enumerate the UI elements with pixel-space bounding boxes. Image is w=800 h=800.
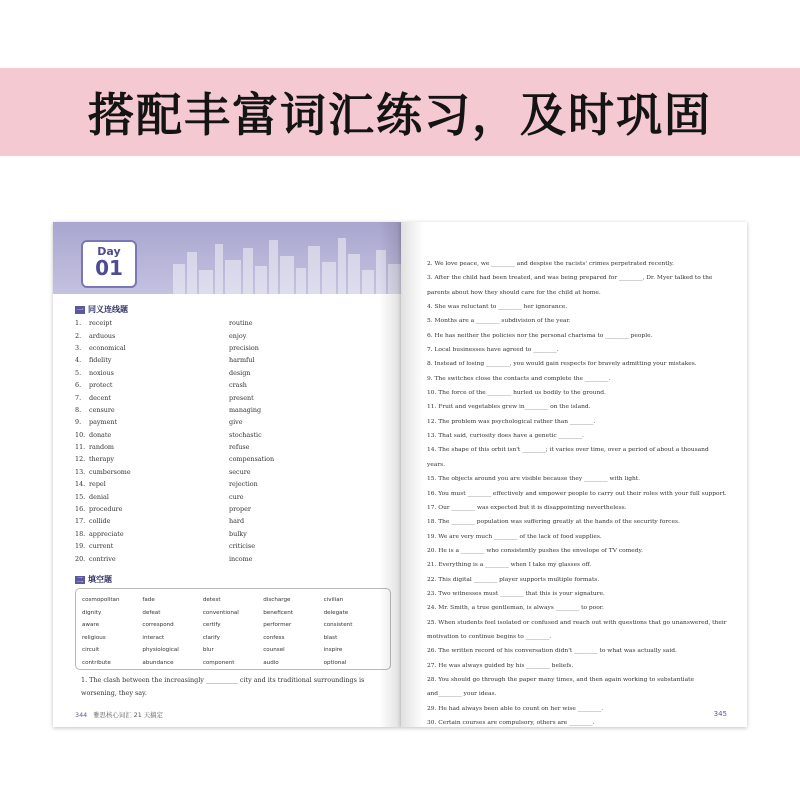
fill-blank-question: 12. The problem was psychological rather than ________. [427,418,596,425]
word-bank-row [82,657,384,670]
word-bank-word: optional [323,659,347,666]
word-bank-word: inspire [323,647,343,654]
fill-blank-question-list [427,257,727,727]
fill-blank-question: 5. Months are a ________ subdivision of the year. [427,318,571,325]
left-word: payment [89,418,118,427]
word-bank-row [82,607,384,620]
item-number: 20. [75,554,86,563]
word-bank-word: discharge [263,597,291,604]
word-bank-word: fade [142,597,155,604]
fill-blank-question: 28. You should go through the paper many times, and then again working to substantiate and________ your ideas. [427,676,694,698]
right-word: routine [229,319,253,328]
left-word: random [89,443,114,452]
word-bank-word: contribute [82,659,111,666]
fill-blank-question: 27. He was always guided by his ________ beliefs. [427,662,574,669]
gutter-shadow [379,222,401,727]
fill-blank-question: 8. Instead of losing ________, you would gain respects for bravely admitting your mistakes. [427,361,697,368]
word-bank-word: conventional [202,609,239,616]
word-bank-word: defeat [142,609,161,616]
left-word: economical [89,343,126,352]
right-word: enjoy [229,331,247,340]
right-word: bulky [229,529,247,538]
left-word: collide [89,517,111,526]
matching-row [75,354,395,366]
word-bank-row [82,644,384,657]
fill-blank-question: 6. He has neither the policies nor the personal charisma to ________ people. [427,332,653,339]
fill-blank-question: 16. You must ________ effectively and empower people to carry out their roles with your full support. [427,490,727,497]
word-bank-word: delegate [323,609,349,616]
word-bank-row [82,632,384,645]
word-bank-word: dignity [82,609,102,616]
book-title-footer: 雅思核心词汇 21 天搞定 [93,711,163,719]
word-bank-word: performer [263,622,292,629]
matching-row [75,441,395,453]
fill-blank-question: 25. When students feel isolated or confused and reach out with questions that go unanswered, their motivation to continue begins to ________. [427,619,727,640]
word-bank-word: consistent [323,622,353,629]
matching-row [75,329,395,341]
fill-blank-question: 20. He is a ________ who consistently pushes the envelope of TV comedy. [427,547,643,554]
word-bank-word: blur [202,647,214,654]
left-word: denial [89,492,109,501]
question-1: 1. The clash between the increasingly __________ city and its traditional surroundings is worsening, they say. [81,676,365,697]
day-label: Day [97,245,121,258]
right-word: design [229,368,251,377]
right-word: managing [229,405,262,414]
matching-row [75,466,395,478]
fill-blank-question: 23. Two witnesses must ________ that this is your signature. [427,590,605,597]
right-word: crash [229,381,247,390]
fill-blank-question: 14. The shape of this orbit isn't ________; it varies over time, over a period of about a thousand years. [427,447,709,468]
section-synonym-matching-heading [75,304,128,315]
item-number: 8. [75,405,82,414]
matching-row [75,540,395,552]
word-bank-box [75,588,391,670]
right-word: proper [229,505,251,514]
left-word: decent [89,393,111,402]
item-number: 17. [75,517,86,526]
matching-row [75,416,395,428]
day-number: 01 [95,256,123,280]
word-bank-word: certify [202,622,221,629]
item-number: 11. [75,443,86,452]
word-bank-word: beneficent [263,609,293,616]
promo-banner [0,68,800,156]
left-word: fidelity [89,356,112,365]
item-number: 9. [75,418,82,427]
matching-row [75,503,395,515]
item-number: 3. [75,343,82,352]
item-number: 14. [75,480,86,489]
page-number-left: 344 [75,711,88,719]
section-title: 填空题 [88,575,112,584]
fill-blank-question: 24. Mr. Smith, a true gentleman, is always ________ to poor. [427,605,604,612]
item-number: 18. [75,529,86,538]
fill-blank-question: 22. This digital ________ player supports multiple formats. [427,576,600,583]
item-number: 7. [75,393,82,402]
right-word: rejection [229,480,258,489]
left-word: censure [89,405,115,414]
left-page [53,222,401,727]
item-number: 5. [75,368,82,377]
matching-row [75,379,395,391]
word-bank-word: clarify [202,634,220,641]
matching-row [75,453,395,465]
fill-blank-question: 3. After the child had been treated, and was being prepared for ________, Dr. Myer talked to the parents about how they should care for the child at home. [427,275,713,296]
matching-row [75,515,395,527]
left-word: therapy [89,455,115,464]
fill-blank-question: 29. He had always been able to count on her wise ________. [427,705,604,712]
word-bank-word: correspond [142,622,174,629]
matching-row [75,490,395,502]
word-bank-word: interact [142,634,165,641]
left-word: current [89,542,114,551]
right-word: criticise [229,542,255,551]
fill-blank-question: 2. We love peace, we ________ and despise the racists' crimes perpetrated recently. [427,261,674,267]
section-marker: 一 [76,305,84,314]
item-number: 13. [75,467,86,476]
word-bank-row [82,594,384,607]
word-bank-word: detest [202,597,221,604]
word-bank-word: blast [323,634,338,641]
word-bank-row [82,619,384,632]
day-badge [81,240,137,288]
word-bank-word: abundance [142,659,174,666]
right-word: precision [229,343,259,352]
right-page [401,222,747,727]
left-page-footer [75,710,163,719]
word-bank-word: civilian [323,597,344,604]
matching-row [75,552,395,564]
item-number: 4. [75,356,82,365]
fill-blank-question: 10. The force of the ________ hurled us bodily to the ground. [427,390,606,397]
word-bank-word: cosmopolitan [82,597,120,604]
left-word: receipt [89,319,112,328]
left-word: procedure [89,505,123,514]
fill-blank-question: 17. Our ________ was expected but it is disappointing nevertheless. [427,504,627,511]
item-number: 19. [75,542,86,551]
word-bank-word: aware [82,622,100,629]
right-word: secure [229,467,251,476]
word-bank-word: physiological [142,647,179,654]
matching-row [75,342,395,354]
section-title: 同义连线题 [88,305,128,314]
word-bank-word: confess [263,634,285,641]
fill-blank-question: 13. That said, curiosity does have a genetic ________. [427,433,584,440]
open-book [53,222,747,727]
left-word: repel [89,480,106,489]
item-number: 16. [75,505,86,514]
matching-row [75,404,395,416]
item-number: 12. [75,455,86,464]
fill-blank-question: 11. Fruit and vegetables grew in________ on the island. [427,404,591,411]
fill-blank-question: 30. Certain courses are compulsory, others are ________. [427,720,595,726]
right-word: income [229,554,253,563]
right-word: harmful [229,356,255,365]
right-word: cure [229,492,244,501]
section-fill-blank-heading [75,574,112,585]
word-bank-word: component [202,659,235,666]
left-word: noxious [89,368,114,377]
fill-blank-question: 15. The objects around you are visible because they ________ with light. [427,476,641,483]
right-word: give [229,418,243,427]
matching-row [75,429,395,441]
word-bank-word: circuit [82,647,100,654]
right-word: present [229,393,254,402]
banner-title: 搭配丰富词汇练习，及时巩固 [88,88,712,142]
right-word: hard [229,517,245,526]
left-word: arduous [89,331,116,340]
city-skyline-illustration [173,234,401,294]
section-marker: 二 [76,575,84,584]
left-word: cumbersome [89,467,131,476]
fill-blank-question: 18. The ________ population was suffering greatly at the hands of the security forces. [427,519,680,526]
word-bank-word: audio [263,659,279,666]
gutter-shadow [401,222,423,727]
day-header-band [53,222,401,294]
matching-row [75,391,395,403]
right-word: compensation [229,455,275,464]
matching-row [75,528,395,540]
page-number-right: 345 [713,710,727,718]
matching-row [75,478,395,490]
fill-blank-question: 19. We are very much ________ of the lack of food supplies. [427,533,602,540]
fill-blank-question: 9. The switches close the contacts and complete the ________. [427,375,611,382]
left-word: appreciate [89,529,124,538]
left-word: donate [89,430,112,439]
item-number: 10. [75,430,86,439]
item-number: 6. [75,381,82,390]
matching-row [75,317,395,329]
matching-row [75,367,395,379]
fill-blank-question: 4. She was reluctant to ________ her ignorance. [427,304,568,311]
left-word: protect [89,381,113,390]
word-bank-word: religious [82,634,106,641]
item-number: 2. [75,331,82,340]
right-word: refuse [229,443,250,452]
fill-blank-question: 21. Everything is a ________ when I take my glasses off. [427,562,592,569]
left-word: contrive [89,554,116,563]
item-number: 15. [75,492,86,501]
word-bank-word: counsel [263,647,285,654]
fill-blank-question: 26. The written record of his conversation didn't ________ to what was actually said. [427,648,677,655]
matching-exercise-list [75,317,395,565]
fill-blank-question: 7. Local businesses have agreed to ________. [427,347,559,354]
item-number: 1. [75,319,82,328]
right-word: stochastic [229,430,262,439]
